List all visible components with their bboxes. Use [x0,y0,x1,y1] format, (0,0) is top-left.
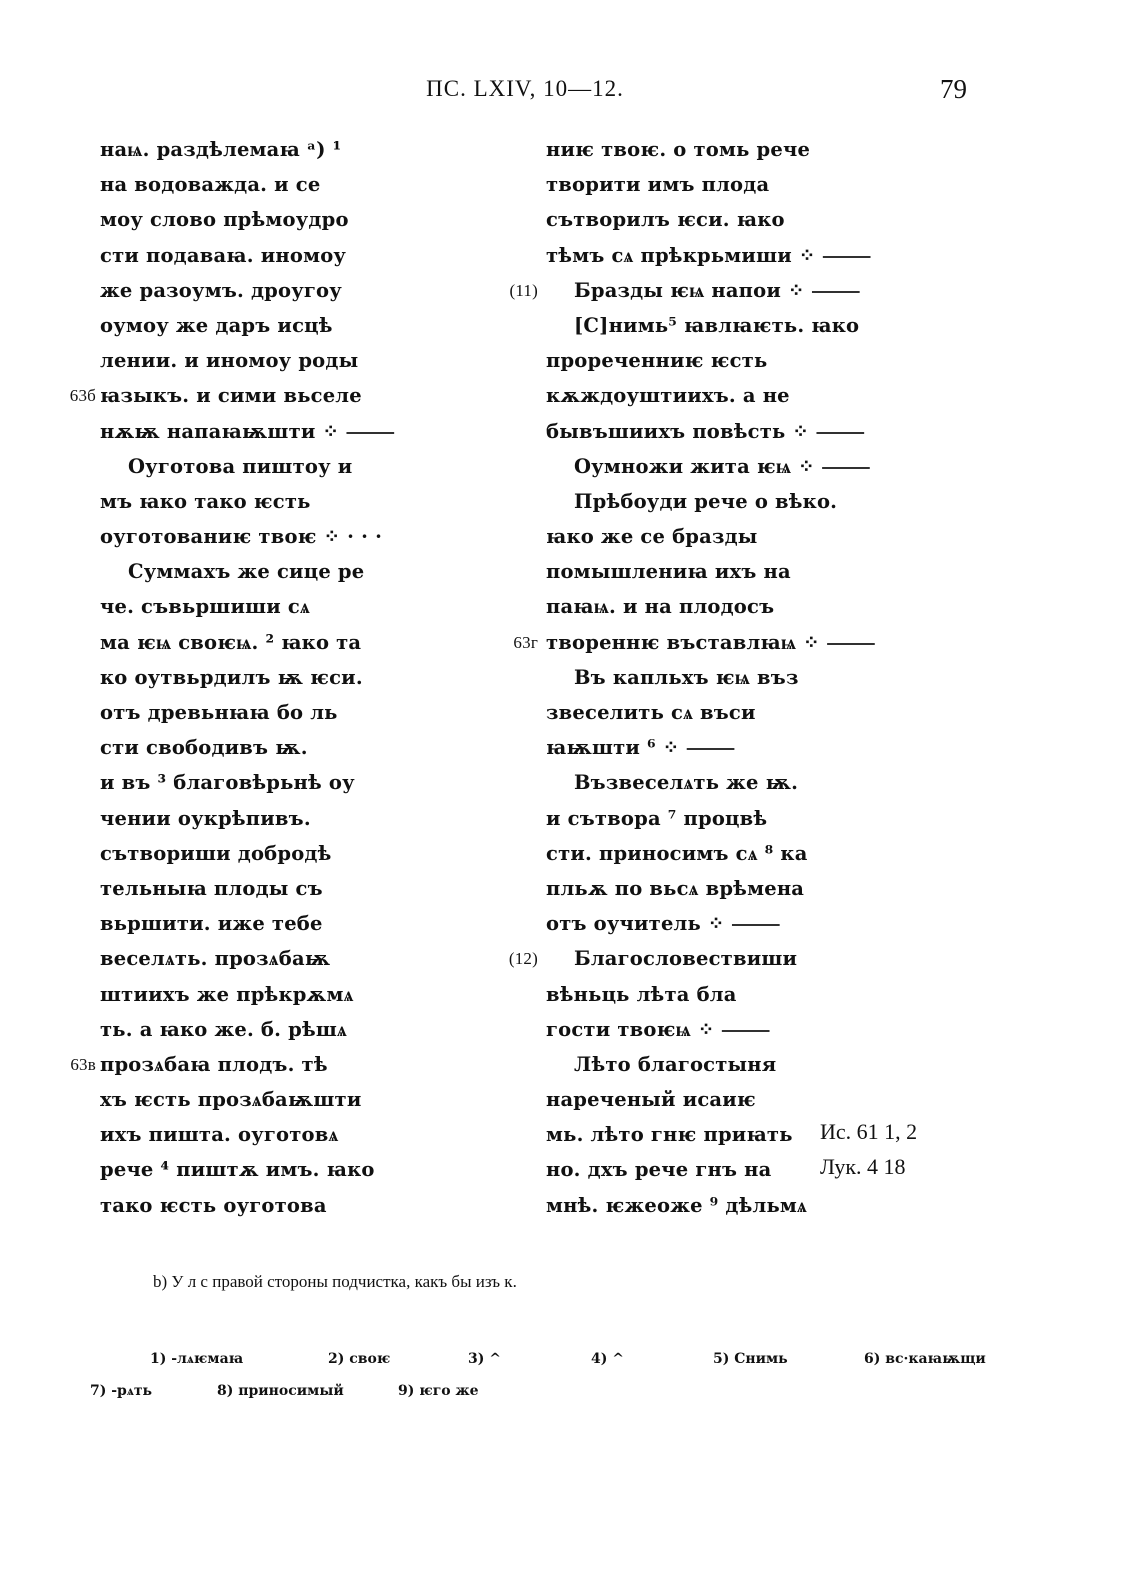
text-line: но. дхъ рече гнъ на [546,1158,772,1182]
folio-mark: 63г [513,632,538,652]
text-line: отъ древьнꙗꙗ бо ль [100,701,338,724]
text-line: нареченый исаиѥ [546,1088,756,1112]
text-line: Оумножи жита ѥѩ ⁘ ⸻ [574,454,871,478]
text-line: на водоважда. и се [100,173,321,197]
scripture-ref: Лук. 4 18 [820,1154,906,1179]
text-line: пльѫ по вьсѧ врѣмена [546,876,805,900]
text-line: че. съвьршиши сѧ [100,595,310,619]
footnote: 9) ѥго же [398,1383,479,1399]
text-line: наѩ. раздѣлемаꙗ ᵃ) ¹ [100,138,342,161]
text-line: кѫждоуштиихъ. а не [546,384,790,408]
text-line: тако ѥсть оуготова [100,1193,327,1217]
text-line: Оуготова пиштоу и [128,454,353,478]
text-line: и сътвора ⁷ процвѣ [546,806,768,830]
text-line: прореченниѥ ѥсть [546,349,768,373]
text-line: нѫѭ напаꙗѭшти ⁘ ⸻ [100,419,395,443]
text-line: Бразды ѥѩ напои ⁘ ⸻ [574,278,861,302]
text-line: чении оукрѣпивъ. [100,806,311,830]
page-number: 79 [940,74,967,104]
text-line: ниѥ твоѥ. о томь рече [546,138,811,161]
text-line: сти. приносимъ сѧ ⁸ ка [546,841,808,865]
text-line: тѣмъ сѧ прѣкрьмиши ⁘ ⸻ [546,243,872,267]
text-line: Въ капльхъ ѥѩ въз [574,665,799,689]
text-line: сътвориши добродѣ [100,841,332,865]
text-line: Лѣто благостыня [574,1052,777,1076]
text-line: Суммахъ же сице ре [128,560,365,584]
footnote: 4) ^ [591,1351,624,1367]
text-line: мъ ꙗко тако ѥсть [100,489,311,513]
text-line: ꙗѭшти ⁶ ⁘ ⸻ [546,736,736,760]
text-line-marked [69,378,395,413]
header-title: ПС. LXIV, 10—12. [426,76,624,101]
text-line: вьршити. иже тебе [100,912,323,936]
text-line: оумоу же даръ исцѣ [100,313,333,337]
footnote: 7) -рѧть [90,1383,153,1399]
text-line: мь. лѣто гнѥ приꙗть [546,1123,793,1147]
text-line: ма ѥѩ своѥѩ. ² ꙗко та [100,630,362,654]
text-line: гости твоѥѩ ⁘ ⸻ [546,1017,771,1041]
text-line: помышлениꙗ ихъ на [546,560,791,584]
text-line: [С]нимь⁵ ꙗвлꙗѥть. ꙗко [574,313,860,337]
text-line: хъ ѥсть прозѧбаѭшти [100,1088,362,1112]
text-line: бывъшиихъ повѣсть ⁘ ⸻ [546,419,865,443]
text-line: ꙗзыкъ. и сими вьселе [100,384,362,408]
text-line: и въ ³ благовѣрьнѣ оу [100,771,355,795]
text-line: творити имъ плода [546,173,770,197]
text-line: штиихъ же прѣкрѫмѧ [100,982,354,1006]
text-line: сти подаваꙗ. иномоу [100,243,347,267]
text-line: оуготованиѥ твоѥ ⁘ · · · [100,525,383,549]
text-line: Прѣбоуди рече о вѣко. [574,489,838,513]
footnote: 3) ^ [468,1351,501,1367]
verse-number: (12) [508,949,538,969]
folio-mark: 63б [69,386,96,406]
text-line: ть. а ꙗко же. б. рѣшѧ [100,1017,347,1041]
folio-mark: 63в [70,1054,96,1074]
footnote: 6) вс·каꙗѭщи [864,1351,986,1367]
text-line: звеселить сѧ въси [546,701,756,724]
text-line: ко оутвьрдилъ ѭ ѥси. [100,665,363,689]
left-column [69,132,395,1223]
scripture-ref: Ис. 61 1, 2 [820,1119,918,1144]
text-line: отъ оучитель ⁘ ⸻ [546,912,781,936]
text-line-marked [509,273,876,308]
text-line-marked [508,941,876,976]
footnote-b: b) У л с правой стороны подчистка, какъ бы изъ к. [153,1272,517,1291]
text-line: мнѣ. ѥжеоже ⁹ дѣльмѧ [546,1193,807,1217]
right-column [508,132,876,1223]
text-line: рече ⁴ пиштѫ имъ. ꙗко [100,1158,375,1182]
text-line: лении. и иномоу роды [100,349,359,373]
text-line: сти свободивъ ѭ. [100,736,308,760]
text-line: сътворилъ ѥси. ꙗко [546,208,785,232]
text-line: Възвеселѧть же ѭ. [574,771,799,795]
footnote: 2) своѥ [328,1351,391,1367]
text-line: ихъ пишта. оуготовѧ [100,1123,339,1147]
text-line-marked [70,1047,395,1082]
text-line: вѣньць лѣта бла [546,982,737,1006]
footnote: 5) Снимь [713,1351,788,1367]
text-line-marked [513,625,876,660]
text-line: веселѧть. прозѧбаѭ [100,947,331,971]
footnote: 1) -лѧѥмаꙗ [150,1351,244,1367]
text-line: паꙗѩ. и на плодосъ [546,595,775,619]
footnote: 8) приносимый [217,1383,344,1399]
text-line: тельныꙗ плоды съ [100,876,323,900]
verse-number: (11) [509,280,538,300]
text-line: твореннѥ въставлꙗѩ ⁘ ⸻ [546,630,876,654]
text-line: ꙗко же се бразды [546,525,758,549]
text-line: Благословествиши [574,947,798,971]
text-line: моу слово прѣмоудро [100,208,349,232]
text-line: же разоумъ. дроугоу [100,278,342,302]
text-line: прозѧбаꙗ плодъ. тѣ [100,1052,328,1076]
